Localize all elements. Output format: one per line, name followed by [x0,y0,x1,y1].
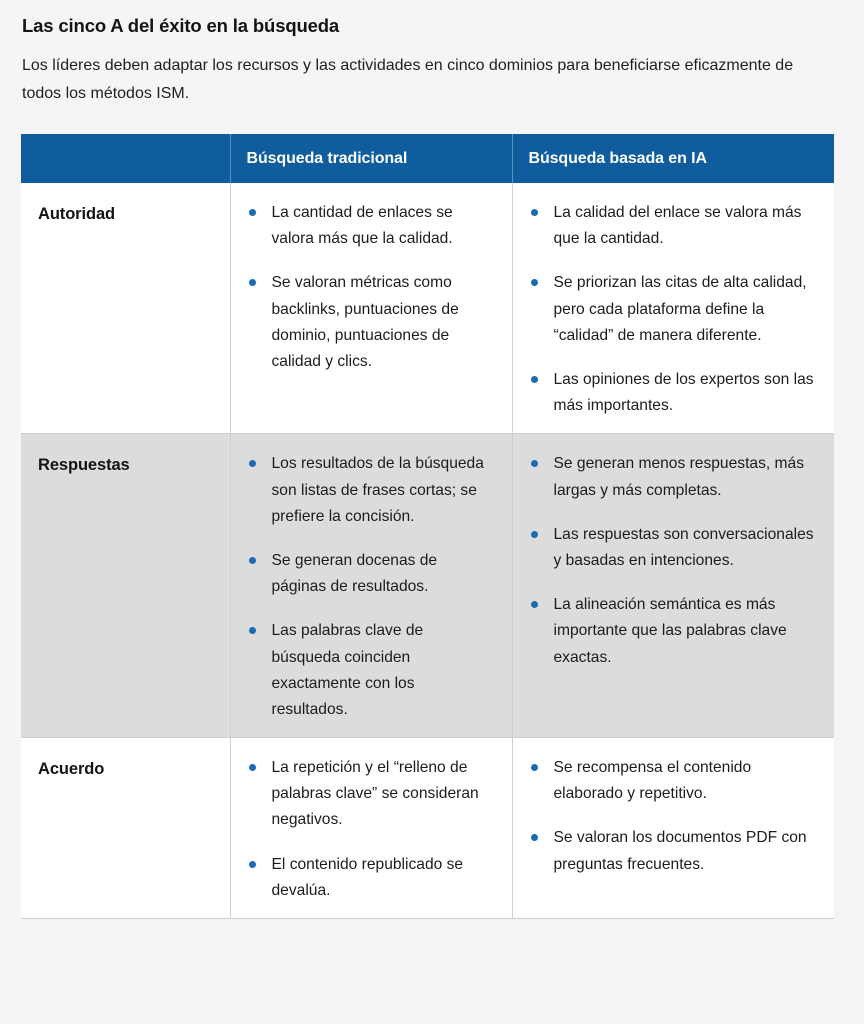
column-header-ai-based: Búsqueda basada en IA [512,134,834,183]
list-item: Las respuestas son conversacionales y basadas en intenciones. [529,522,819,574]
column-header-traditional: Búsqueda tradicional [230,134,512,183]
column-header-label [21,134,230,183]
cell-acuerdo-traditional [230,738,512,919]
list-item: Se valoran los documentos PDF con preguntas frecuentes. [529,825,819,877]
list-item: La calidad del enlace se valora más que la cantidad. [529,200,819,252]
table-row [21,183,834,434]
page-title: Las cinco A del éxito en la búsqueda [22,15,340,36]
list-item: Los resultados de la búsqueda son listas de frases cortas; se prefiere la concisión. [247,451,490,530]
bullet-list [529,451,819,670]
page-subtitle: Los líderes deben adaptar los recursos y las actividades en cinco dominios para beneficiarse eficazmente de todos los métodos ISM. [22,57,794,102]
list-item: Se generan menos respuestas, más largas y más completas. [529,451,819,503]
row-label-autoridad: Autoridad [21,183,230,434]
list-item: La cantidad de enlaces se valora más que la calidad. [247,200,490,252]
comparison-table [21,134,834,919]
list-item: Se generan docenas de páginas de resultados. [247,548,490,600]
list-item: La alineación semántica es más importante que las palabras clave exactas. [529,592,819,671]
list-item: El contenido republicado se devalúa. [247,852,490,904]
list-item: Las palabras clave de búsqueda coinciden exactamente con los resultados. [247,618,490,723]
list-item: Se valoran métricas como backlinks, puntuaciones de dominio, puntuaciones de calidad y clics. [247,270,490,375]
table-body [21,183,834,918]
cell-respuestas-ai-based [512,434,834,738]
bullet-list [247,200,490,375]
cell-acuerdo-ai-based [512,738,834,919]
table-row [21,434,834,738]
row-label-acuerdo: Acuerdo [21,738,230,919]
table-header-row [21,134,834,183]
table-header [21,134,834,183]
bullet-list [247,755,490,904]
list-item: La repetición y el “relleno de palabras clave” se consideran negativos. [247,755,490,834]
cell-autoridad-traditional [230,183,512,434]
comparison-table-wrapper [21,134,834,919]
bullet-list [529,200,819,419]
cell-autoridad-ai-based [512,183,834,434]
list-item: Se recompensa el contenido elaborado y repetitivo. [529,755,819,807]
table-row [21,738,834,919]
row-label-respuestas: Respuestas [21,434,230,738]
intro-section [0,0,864,107]
bullet-list [529,755,819,878]
bullet-list [247,451,490,723]
cell-respuestas-traditional [230,434,512,738]
list-item: Se priorizan las citas de alta calidad, pero cada plataforma define la “calidad” de manera diferente. [529,270,819,349]
list-item: Las opiniones de los expertos son las más importantes. [529,367,819,419]
